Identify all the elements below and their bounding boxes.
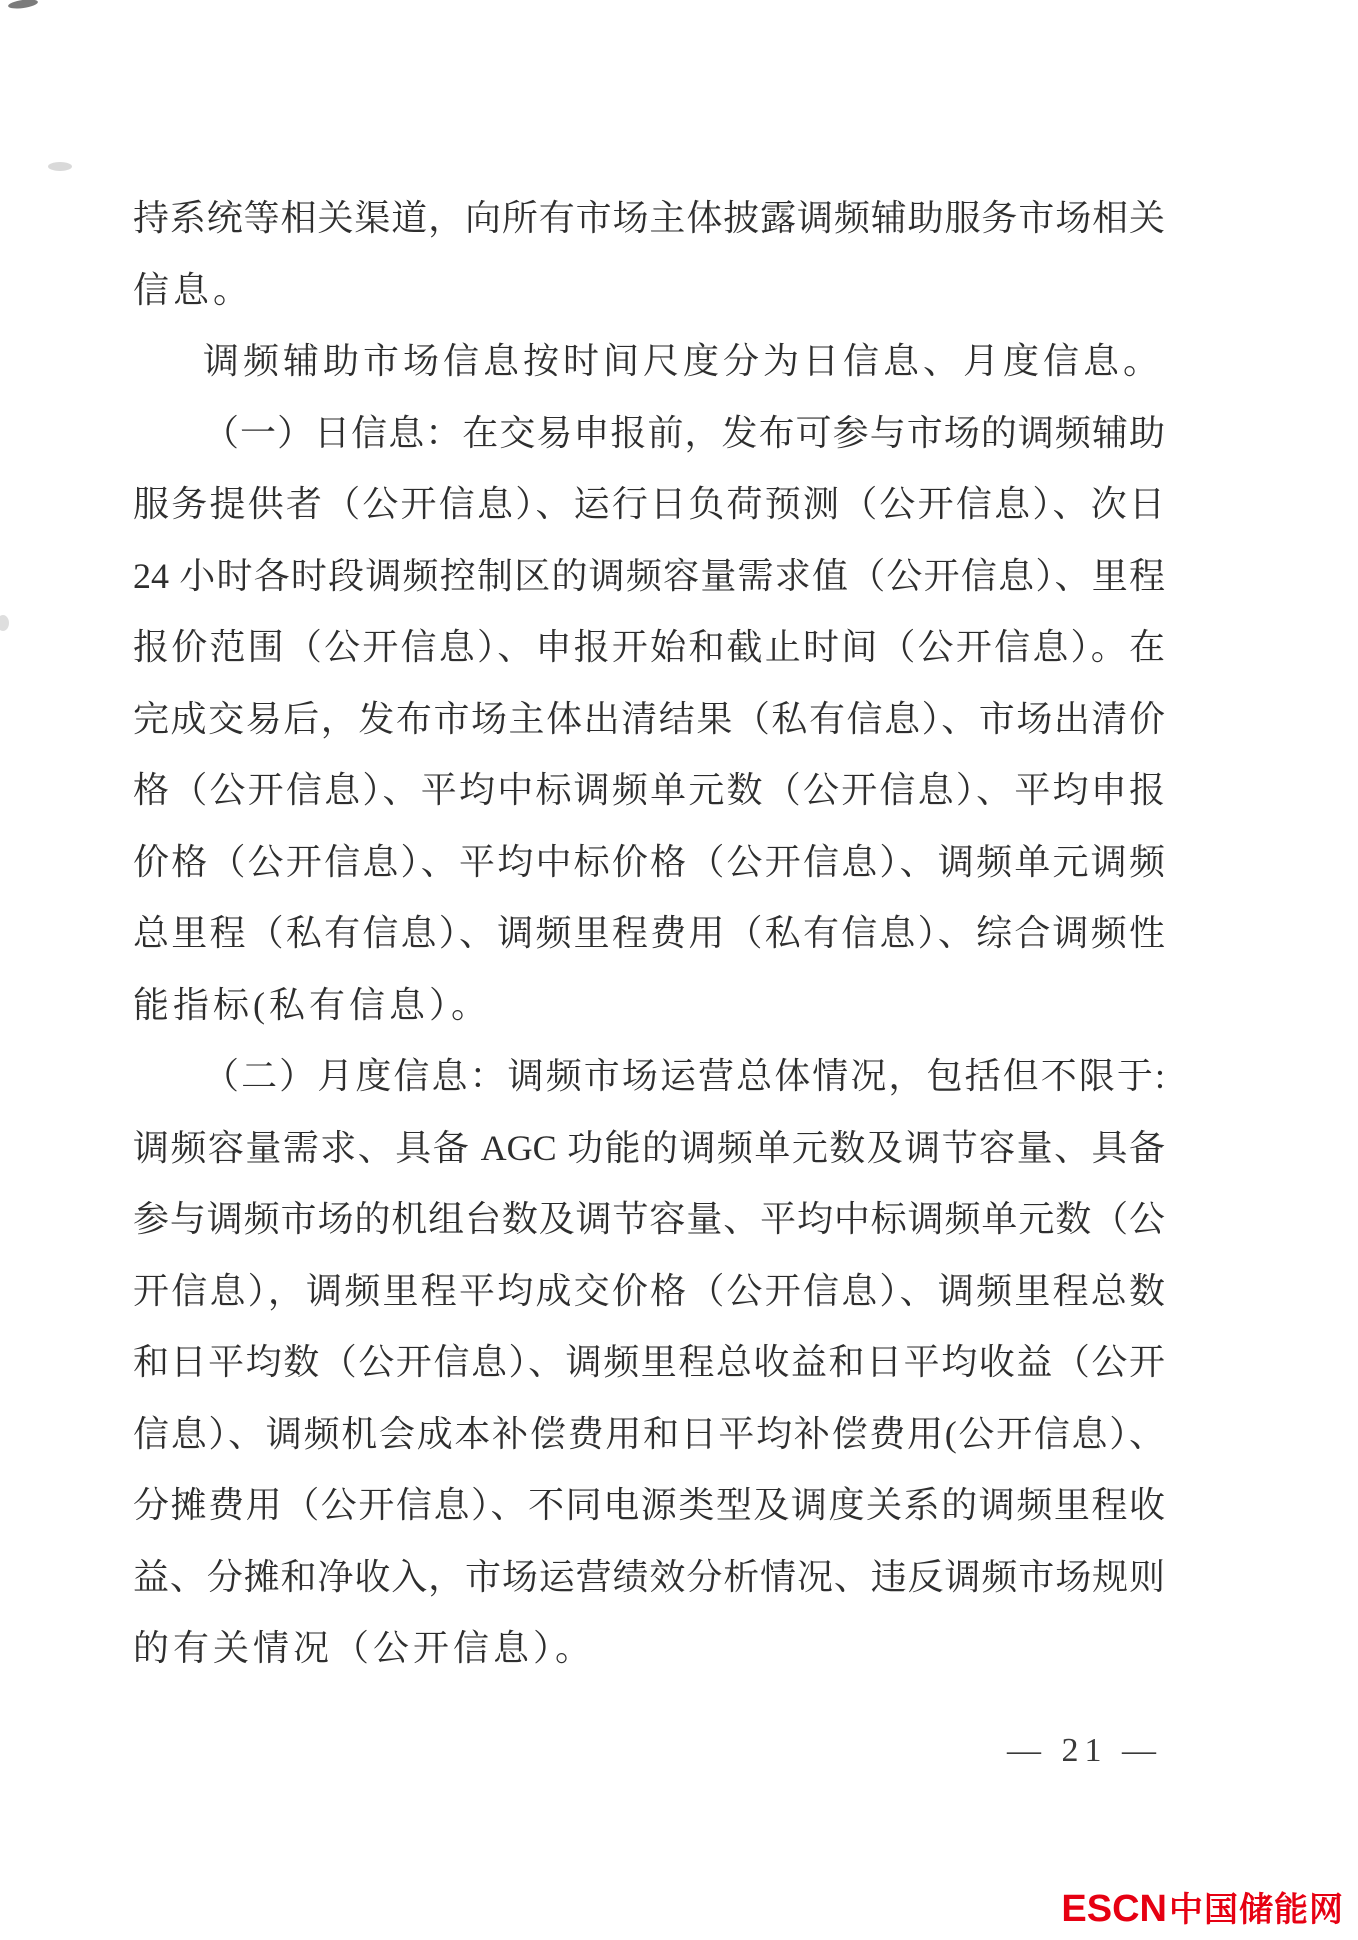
document-line: 参与调频市场的机组台数及调节容量、平均中标调频单元数（公 <box>133 1199 1165 1239</box>
document-line: 持系统等相关渠道，向所有市场主体披露调频辅助服务市场相关 <box>133 198 1165 238</box>
document-line: 能指标(私有信息）。 <box>133 984 491 1025</box>
document-text-block <box>133 183 1165 1685</box>
document-line: 调频辅助市场信息按时间尺度分为日信息、月度信息。 <box>203 341 1164 381</box>
document-line: 价格（公开信息）、平均中标价格（公开信息）、调频单元调频 <box>133 841 1165 882</box>
scan-artifact <box>0 615 9 631</box>
document-line: 和日平均数（公开信息）、调频里程总收益和日平均收益（公开 <box>133 1342 1165 1382</box>
document-line: 调频容量需求、具备 AGC 功能的调频单元数及调节容量、具备 <box>133 1127 1165 1168</box>
escn-logo <box>1061 1882 1344 1931</box>
document-line: 信息）、调频机会成本补偿费用和日平均补偿费用(公开信息）、 <box>133 1413 1165 1454</box>
scan-artifact <box>8 0 39 10</box>
escn-logo-chinese: 中国储能网 <box>1169 1891 1344 1929</box>
document-line: 分摊费用（公开信息）、不同电源类型及调度关系的调频里程收 <box>133 1485 1165 1525</box>
document-line: （二）月度信息：调频市场运营总体情况，包括但不限于: <box>203 1056 1165 1096</box>
escn-logo-latin: ESCN <box>1061 1888 1167 1930</box>
document-line: 24 小时各时段调频控制区的调频容量需求值（公开信息）、里程 <box>133 555 1165 596</box>
document-line: 服务提供者（公开信息）、运行日负荷预测（公开信息）、次日 <box>133 484 1165 524</box>
document-line: 益、分摊和净收入，市场运营绩效分析情况、违反调频市场规则 <box>133 1556 1165 1597</box>
document-line: 完成交易后，发布市场主体出清结果（私有信息）、市场出清价 <box>133 698 1165 739</box>
document-line: 开信息），调频里程平均成交价格（公开信息）、调频里程总数 <box>133 1270 1165 1311</box>
document-line: 格（公开信息）、平均中标调频单元数（公开信息）、平均申报 <box>133 770 1165 810</box>
document-line: 总里程（私有信息）、调频里程费用（私有信息）、综合调频性 <box>133 913 1165 953</box>
page-number: — 21 — <box>1007 1732 1162 1769</box>
scan-artifact <box>48 162 72 171</box>
document-line: （一）日信息：在交易申报前，发布可参与市场的调频辅助 <box>203 412 1165 453</box>
document-line: 报价范围（公开信息）、申报开始和截止时间（公开信息）。在 <box>133 627 1165 667</box>
document-line: 信息。 <box>133 269 254 310</box>
document-line: 的有关情况（公开信息）。 <box>133 1628 596 1668</box>
